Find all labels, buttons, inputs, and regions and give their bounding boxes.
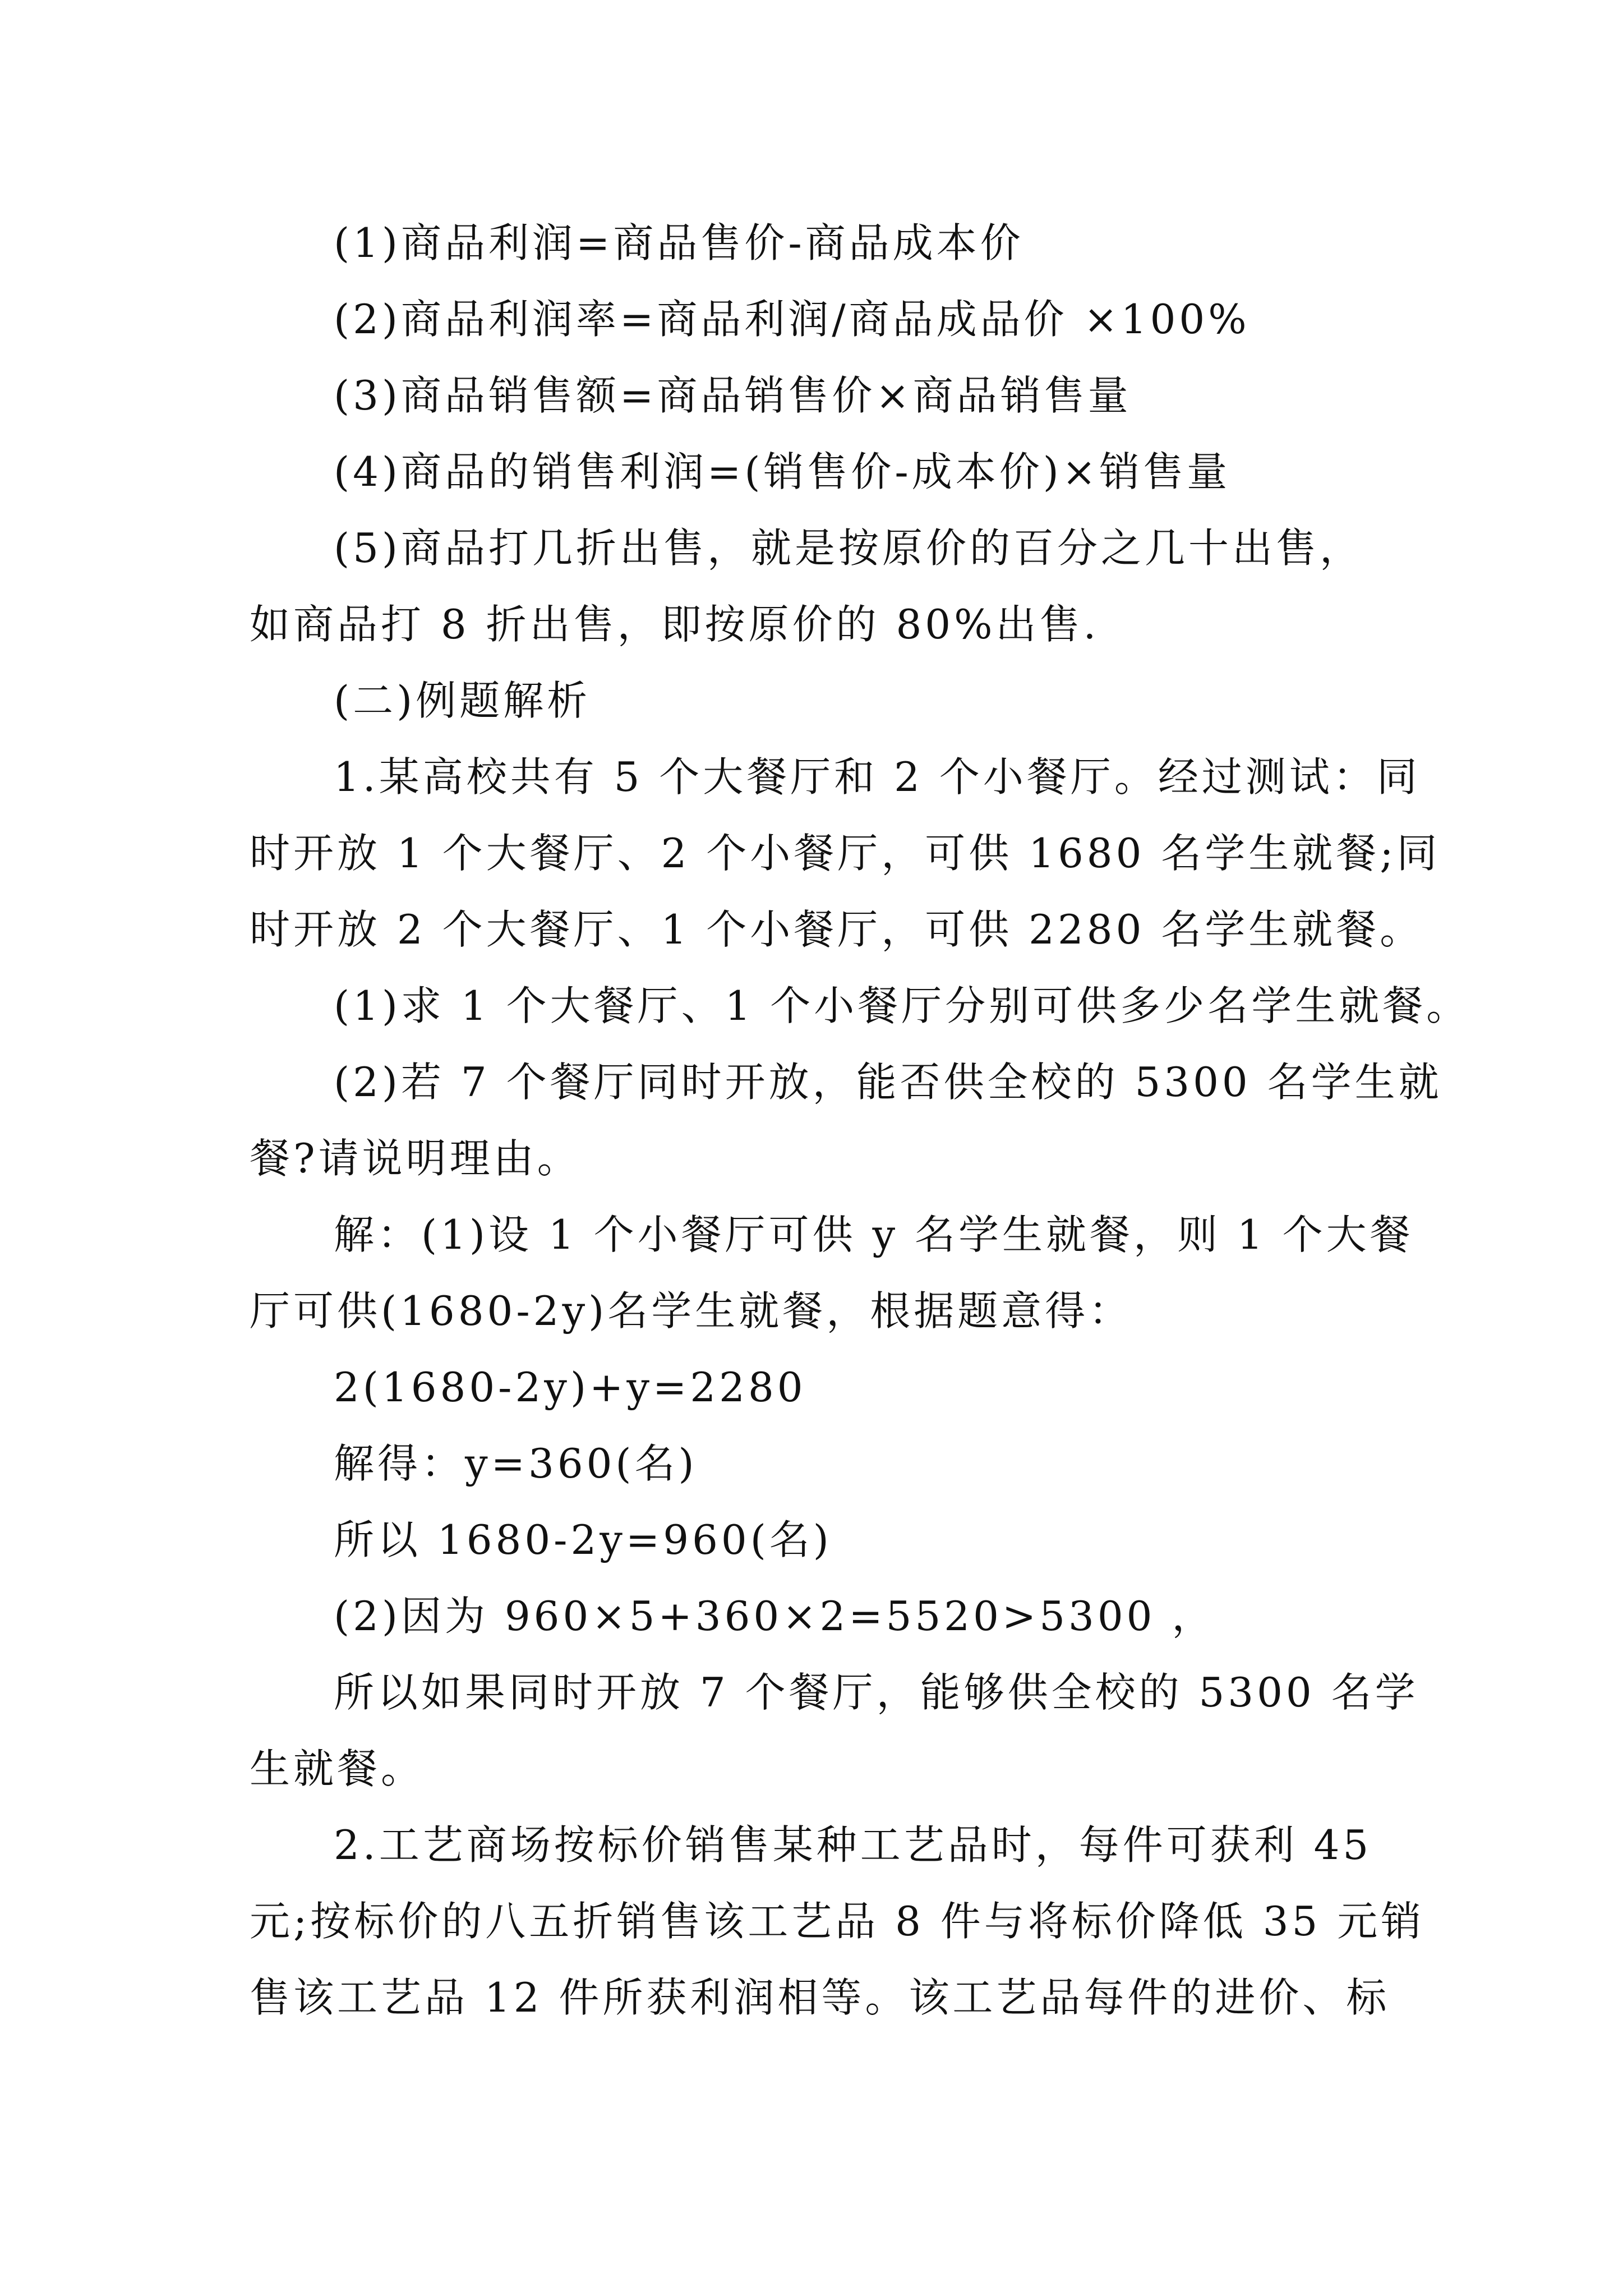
text-line: (3)商品销售额=商品销售价×商品销售量 bbox=[334, 372, 1132, 419]
text-line: 厅可供(1680-2y)名学生就餐，根据题意得： bbox=[250, 1287, 1133, 1335]
section-heading: (二)例题解析 bbox=[334, 677, 591, 724]
text-line: 所以如果同时开放 7 个餐厅，能够供全校的 5300 名学 bbox=[334, 1669, 1419, 1716]
text-line: (4)商品的销售利润=(销售价-成本价)×销售量 bbox=[334, 448, 1231, 495]
text-line: (5)商品打几折出售，就是按原价的百分之几十出售， bbox=[334, 524, 1363, 572]
equation-line: 所以 1680-2y=960(名) bbox=[334, 1516, 832, 1563]
text-line: 解：(1)设 1 个小餐厅可供 y 名学生就餐，则 1 个大餐 bbox=[334, 1211, 1414, 1258]
text-line: (2)商品利润率=商品利润/商品成品价 ×100% bbox=[334, 296, 1250, 343]
equation-line: 2(1680-2y)+y=2280 bbox=[334, 1364, 806, 1411]
text-line: 1.某高校共有 5 个大餐厅和 2 个小餐厅。经过测试：同 bbox=[334, 753, 1421, 800]
text-line: 餐?请说明理由。 bbox=[250, 1135, 581, 1182]
equation-line: 解得：y=360(名) bbox=[334, 1440, 698, 1487]
text-line: (1)求 1 个大餐厅、1 个小餐厅分别可供多少名学生就餐。 bbox=[334, 982, 1470, 1029]
document-text-block bbox=[250, 205, 1470, 2036]
text-line: 时开放 2 个大餐厅、1 个小餐厅，可供 2280 名学生就餐。 bbox=[250, 906, 1424, 953]
text-line: 元;按标价的八五折销售该工艺品 8 件与将标价降低 35 元销 bbox=[250, 1898, 1425, 1945]
text-line: 时开放 1 个大餐厅、2 个小餐厅，可供 1680 名学生就餐;同 bbox=[250, 830, 1441, 877]
text-line: (2)若 7 个餐厅同时开放，能否供全校的 5300 名学生就 bbox=[334, 1059, 1442, 1106]
text-line: 售该工艺品 12 件所获利润相等。该工艺品每件的进价、标 bbox=[250, 1974, 1390, 2021]
text-line: 生就餐。 bbox=[250, 1745, 425, 1792]
text-line: 2.工艺商场按标价销售某种工艺品时，每件可获利 45 bbox=[334, 1821, 1372, 1869]
equation-line: (2)因为 960×5+360×2=5520>5300 ， bbox=[334, 1593, 1216, 1640]
text-line: 如商品打 8 折出售，即按原价的 80%出售. bbox=[250, 601, 1100, 648]
text-line: (1)商品利润=商品售价-商品成本价 bbox=[334, 219, 1024, 266]
